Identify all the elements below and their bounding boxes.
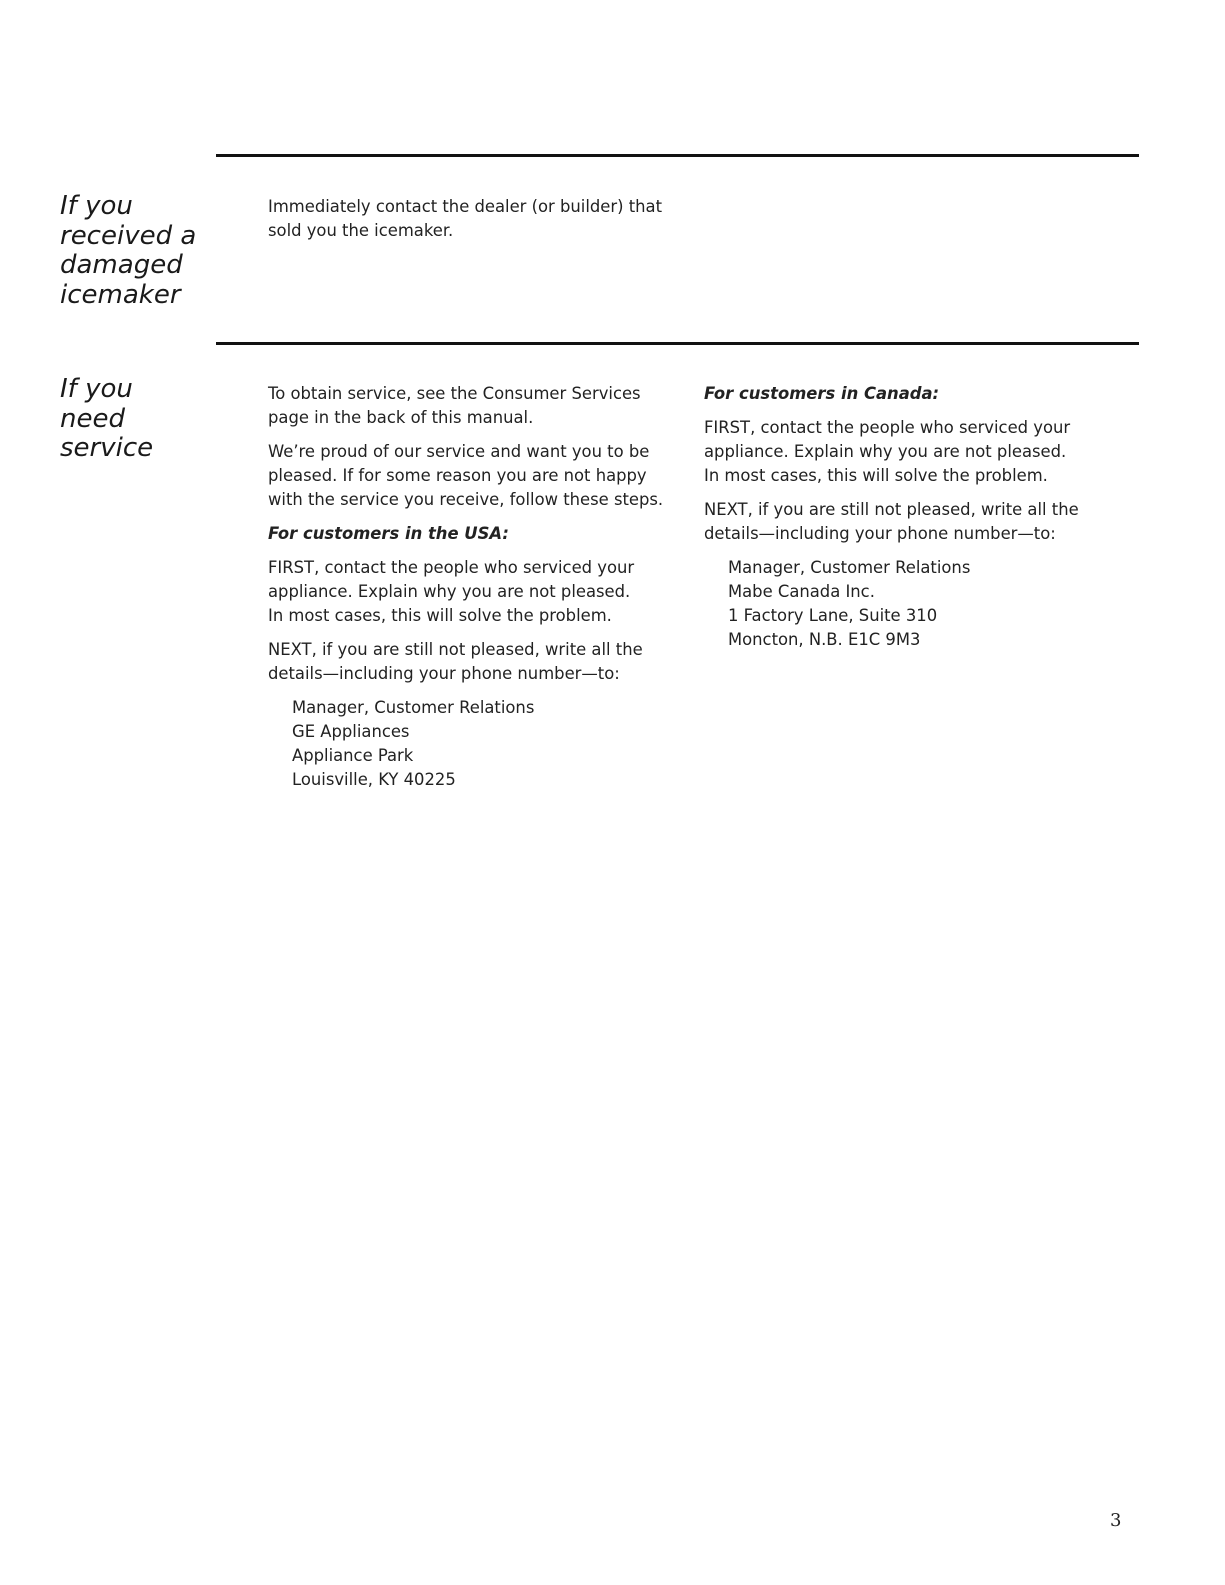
- page-number: 3: [1110, 1510, 1122, 1531]
- usa-column: [268, 382, 688, 792]
- canada-subheading: For customers in Canada:: [704, 384, 940, 403]
- usa-address: Manager, Customer Relations GE Appliances Appliance Park Louisville, KY 40225: [292, 698, 535, 789]
- damaged-icemaker-text: Immediately contact the dealer (or builder) that sold you the icemaker.: [268, 197, 662, 240]
- need-service-heading: If you need service: [60, 374, 154, 463]
- service-intro: To obtain service, see the Consumer Services page in the back of this manual.: [268, 384, 641, 427]
- canada-first-step: FIRST, contact the people who serviced your appliance. Explain why you are not pleased. In most cases, this will solve the problem.: [704, 418, 1071, 485]
- section-divider-top: [216, 154, 1139, 157]
- canada-next-step: NEXT, if you are still not pleased, write all the details—including your phone number—to:: [704, 500, 1079, 543]
- section-divider-service: [216, 342, 1139, 345]
- canada-address: Manager, Customer Relations Mabe Canada Inc. 1 Factory Lane, Suite 310 Moncton, N.B. E1C 9M3: [728, 558, 971, 649]
- usa-first-step: FIRST, contact the people who serviced your appliance. Explain why you are not pleased. In most cases, this will solve the problem.: [268, 558, 635, 625]
- canada-column: [704, 382, 1124, 652]
- usa-next-step: NEXT, if you are still not pleased, write all the details—including your phone number—to:: [268, 640, 643, 683]
- damaged-icemaker-heading: If you received a damaged icemaker: [60, 191, 197, 310]
- usa-subheading: For customers in the USA:: [268, 524, 509, 543]
- service-proud: We’re proud of our service and want you to be pleased. If for some reason you are not happy with the service you receive, follow these steps.: [268, 442, 664, 509]
